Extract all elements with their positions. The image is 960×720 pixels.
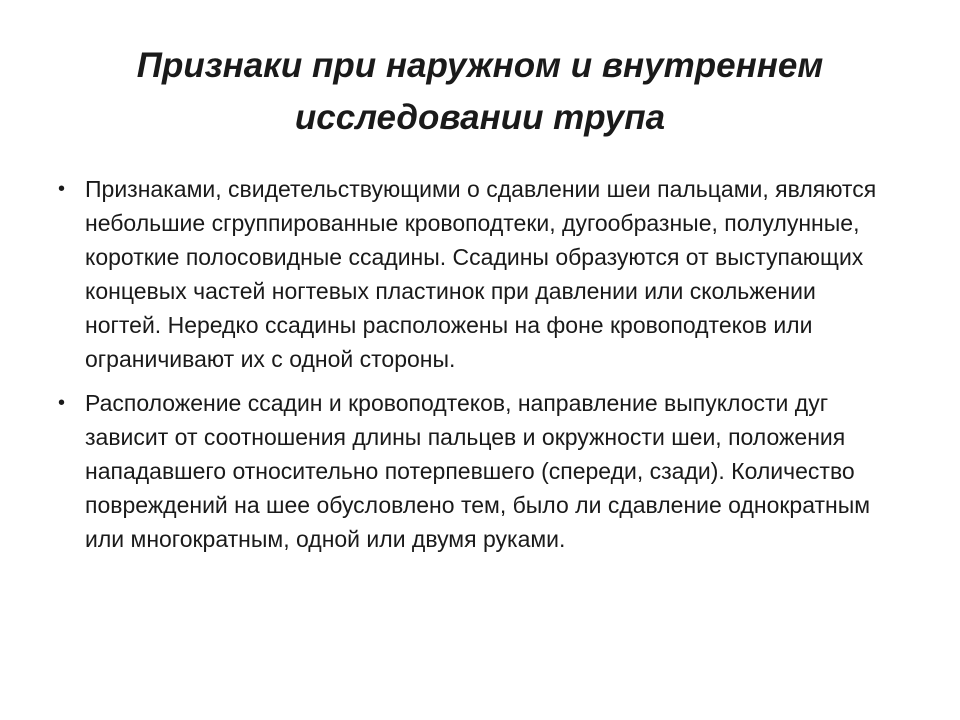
bullet-item-2 [58,386,878,556]
slide-title-line-1: Признаки при наружном и внутреннем [136,46,824,85]
bullet-text-2: Расположение ссадин и кровоподтеков, направление выпуклости дуг зависит от соотношения длины пальцев и окружности шеи, положения нападавшего относительно потерпевшего (спереди, сзади). Количество повреждений на шее обусловлено тем, было ли сдавление однократным или многократным, одной или двумя руками. [85,390,871,552]
bullet-icon: • [58,178,66,200]
slide-title [40,40,920,144]
bullet-text-1: Признаками, свидетельствующими о сдавлении шеи пальцами, являются небольшие сгруппированные кровоподтеки, дугообразные, полулунные, короткие полосовидные ссадины. Ссадины образуются от выступающих концевых частей ногтевых пластинок при давлении или скольжении ногтей. Нередко ссадины расположены на фоне кровоподтеков или ограничивают их с одной стороны. [85,176,877,372]
bullet-icon: • [58,392,66,414]
bullet-list [58,172,878,566]
bullet-item-1 [58,172,878,376]
slide-title-line-2: исследовании трупа [294,98,666,137]
